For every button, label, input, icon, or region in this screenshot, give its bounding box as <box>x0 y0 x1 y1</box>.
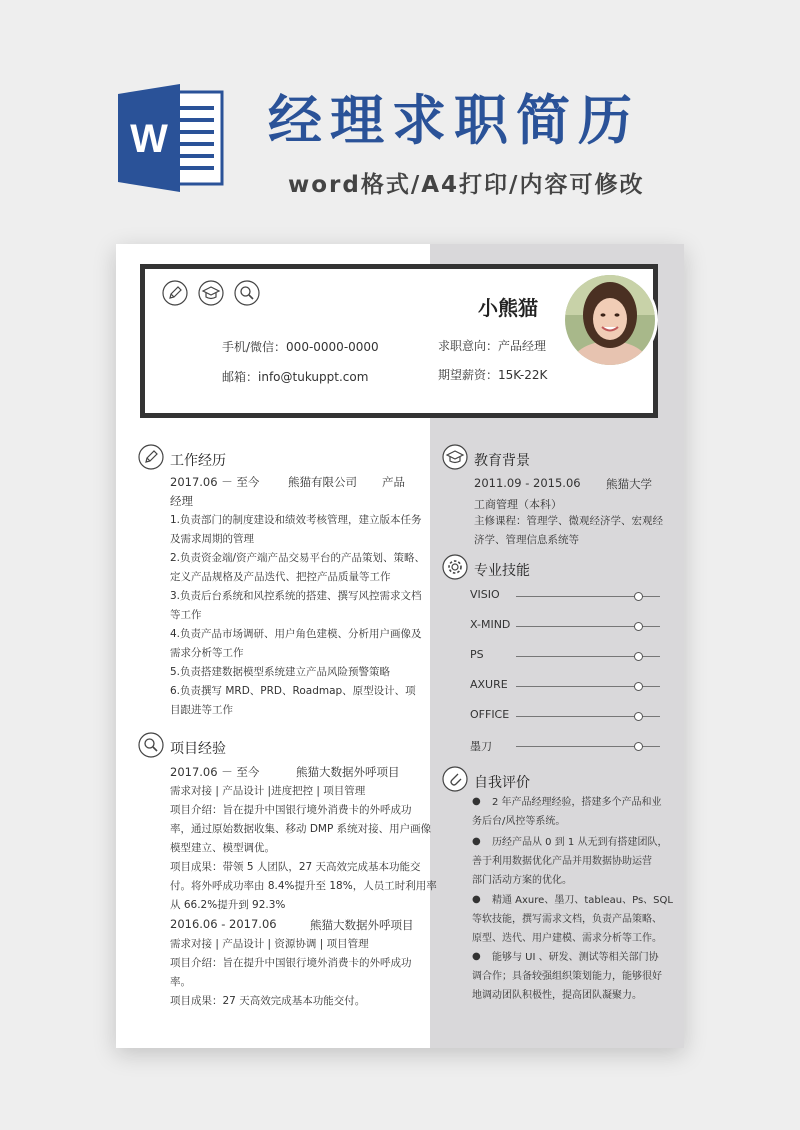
skill-row <box>470 648 660 664</box>
skills-section-title: 专业技能 <box>474 563 530 579</box>
project1-line: 模型建立、模型调优。 <box>170 842 275 854</box>
resume-page <box>116 244 684 1048</box>
job-intent-info: 求职意向：产品经理 <box>438 339 547 353</box>
skill-level-knob <box>634 622 643 631</box>
self-eval-line: 等软技能，撰写需求文档，负责产品策略、 <box>472 914 662 925</box>
project-section-title: 项目经验 <box>170 741 226 757</box>
skill-row <box>470 618 660 634</box>
education-date: 2011.09 - 2015.06 <box>474 476 581 490</box>
skill-row <box>470 708 660 724</box>
skill-level-knob <box>634 712 643 721</box>
skill-label: X-MIND <box>470 618 511 631</box>
project2-header <box>170 917 420 933</box>
graduation-cap-icon <box>198 280 224 306</box>
pencil-icon <box>162 280 188 306</box>
project1-line: 项目介绍：旨在提升中国银行境外消费卡的外呼成功 <box>170 804 412 816</box>
salary-info: 期望薪资：15K-22K <box>438 368 548 382</box>
skill-label: OFFICE <box>470 708 510 721</box>
self-eval-section-title: 自我评价 <box>474 775 530 791</box>
self-eval-line: 历经产品从 0 到 1 从无到有搭建团队， <box>492 837 668 848</box>
project2-details <box>170 935 412 1011</box>
education-course-line: 济学、管理信息系统等 <box>474 534 579 546</box>
work-duty-line: 1.负责部门的制度建设和绩效考核管理，建立版本任务 <box>170 514 422 526</box>
project1-name: 熊猫大数据外呼项目 <box>296 765 400 779</box>
skill-label: 墨刀 <box>470 740 492 753</box>
project1-line: 需求对接 | 产品设计 |进度把控 | 项目管理 <box>170 785 366 797</box>
self-eval-line: 2 年产品经理经验，搭建多个产品和业 <box>492 797 662 808</box>
work-duty-line: 定义产品规格及产品迭代、把控产品质量等工作 <box>170 571 391 583</box>
skill-level-knob <box>634 592 643 601</box>
candidate-name: 小熊猫 <box>478 296 538 320</box>
word-logo-letter: W <box>130 117 168 161</box>
project1-line: 项目成果：带领 5 人团队，27 天高效完成基本功能交 <box>170 861 421 873</box>
project1-line: 付。将外呼成功率由 8.4%提升至 18%，人员工时利用率 <box>170 880 437 892</box>
education-section-title: 教育背景 <box>474 453 530 469</box>
work-role-part2: 经理 <box>170 494 193 508</box>
project1-date: 2017.06 － 至今 <box>170 765 260 779</box>
education-courses <box>474 512 663 550</box>
bullet: ● <box>472 894 481 905</box>
skill-row <box>470 678 660 694</box>
self-eval-line: 善于利用数据优化产品并用数据协助运营 <box>472 856 652 867</box>
bullet: ● <box>472 836 481 847</box>
avatar <box>565 275 655 365</box>
phone-info: 手机/微信：000-0000-0000 <box>222 340 379 354</box>
bullet: ● <box>472 951 481 962</box>
self-eval-line: 调合作；具备较强组织策划能力，能够很好 <box>472 971 662 982</box>
work-duties <box>170 511 425 720</box>
work-role-part1: 产品 <box>382 475 405 489</box>
work-section-title: 工作经历 <box>170 453 226 469</box>
skill-row <box>470 738 660 754</box>
project1-header <box>170 764 420 780</box>
work-duty-line: 需求分析等工作 <box>170 647 244 659</box>
education-school: 熊猫大学 <box>606 477 652 491</box>
project2-date: 2016.06 - 2017.06 <box>170 917 277 931</box>
work-duty-line: 4.负责产品市场调研、用户角色建模、分析用户画像及 <box>170 628 422 640</box>
work-duty-line: 2.负责资金端/资产端产品交易平台的产品策划、策略、 <box>170 552 426 564</box>
self-eval-paperclip-icon <box>442 766 468 792</box>
skill-row <box>470 588 660 604</box>
work-company: 熊猫有限公司 <box>288 475 357 489</box>
skills-gear-icon <box>442 554 468 580</box>
self-eval-line: 部门活动方案的优化。 <box>472 875 572 886</box>
project2-line: 项目介绍：旨在提升中国银行境外消费卡的外呼成功 <box>170 957 412 969</box>
education-cap-icon <box>442 444 468 470</box>
project2-name: 熊猫大数据外呼项目 <box>310 918 414 932</box>
work-duty-line: 等工作 <box>170 609 202 621</box>
skill-level-knob <box>634 742 643 751</box>
bullet: ● <box>472 796 481 807</box>
banner-subtitle: word格式/A4打印/内容可修改 <box>288 172 645 198</box>
self-eval-line: 原型、迭代、用户建模、需求分析等工作。 <box>472 933 662 944</box>
banner-title: 经理求职简历 <box>268 89 640 152</box>
skill-label: AXURE <box>470 678 508 691</box>
project1-line: 率，通过原始数据收集、移动 DMP 系统对接、用户画像 <box>170 823 432 835</box>
work-duty-line: 6.负责撰写 MRD、PRD、Roadmap、原型设计、项 <box>170 685 416 697</box>
project2-line: 项目成果：27 天高效完成基本功能交付。 <box>170 995 366 1007</box>
self-eval-line: 地调动团队积极性，提高团队凝聚力。 <box>472 990 642 1001</box>
email-info: 邮箱：info@tukuppt.com <box>222 370 369 384</box>
work-entry-header <box>170 474 420 490</box>
project-magnifier-icon <box>138 732 164 758</box>
skill-level-knob <box>634 682 643 691</box>
project2-line: 率。 <box>170 976 191 988</box>
work-duty-line: 5.负责搭建数据模型系统建立产品风险预警策略 <box>170 666 391 678</box>
education-major: 工商管理（本科） <box>474 498 562 511</box>
work-duty-line: 目跟进等工作 <box>170 704 233 716</box>
skill-label: VISIO <box>470 588 500 601</box>
work-pencil-icon <box>138 444 164 470</box>
education-header <box>474 476 670 492</box>
project2-line: 需求对接 | 产品设计 | 资源协调 | 项目管理 <box>170 938 369 950</box>
education-course-line: 主修课程：管理学、微观经济学、宏观经 <box>474 515 663 527</box>
work-duty-line: 3.负责后台系统和风控系统的搭建、撰写风控需求文档 <box>170 590 422 602</box>
work-duty-line: 及需求周期的管理 <box>170 533 254 545</box>
project1-line: 从 66.2%提升到 92.3% <box>170 899 286 911</box>
word-logo-icon <box>118 84 226 192</box>
self-eval-line: 精通 Axure、墨刀、tableau、Ps、SQL <box>492 895 673 906</box>
skill-level-knob <box>634 652 643 661</box>
work-date: 2017.06 － 至今 <box>170 475 260 489</box>
magnifier-icon <box>234 280 260 306</box>
project1-details <box>170 782 437 915</box>
self-eval-line: 能够与 UI 、研发、测试等相关部门协 <box>492 952 659 963</box>
skill-label: PS <box>470 648 484 661</box>
self-eval-line: 务后台/风控等系统。 <box>472 816 566 827</box>
